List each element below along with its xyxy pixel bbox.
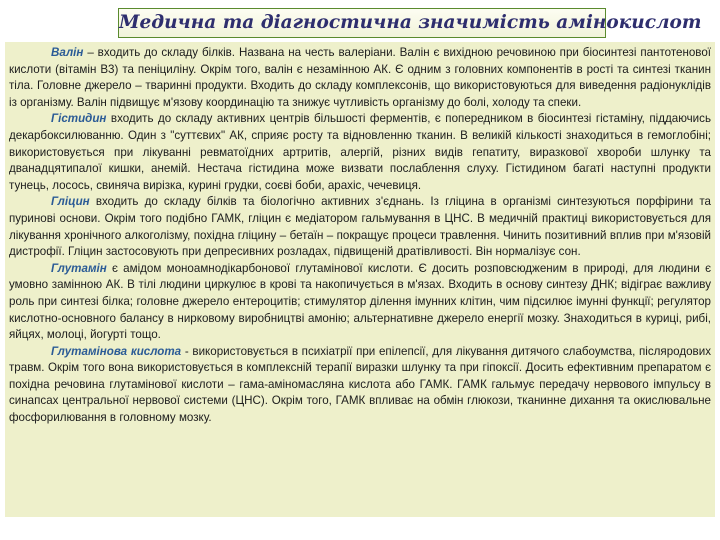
term-histidine: Гістидин — [51, 112, 107, 126]
paragraph-glycine-text: входить до складу білків та біологічно активних з'єднань. Із гліцина в організмі синтезуються порфірини та пуринові основи. Окрім того подібно ГАМК, гліцин є медіатором гальмування в ЦНС. В медичній практиці використовується для лікування хронічного алкоголізму, похідна гліцину – бетаїн – покращує процеси травлення. Чинить позитивний вплив при м'язовій дистрофії. Гліцин застосовують при депресивних розладах, підвищеній дратівливості. Він нормалізує сон. — [9, 195, 711, 259]
paragraph-valine-text: – входить до складу білків. Названа на честь валеріани. Валін є вихідною речовиною при біосинтезі пантотенової кислоти (вітамін В3) та пеніциліну. Окрім того, валін є незамінною АК. Є одним з головних компонентів в рості та синтезі тканин тіла. Головне джерело – тваринні продукти. Входить до складу комплексонів, що використовуються для виведення радіонуклідів із організму. Валін підвищує м'язову координацію та знижує чутливість організму до болі, холоду та спеки. — [9, 46, 711, 109]
paragraph-glutamic-acid — [9, 344, 711, 427]
content-box — [5, 42, 715, 517]
title-banner — [118, 8, 702, 38]
term-glutamic-acid: Глутамінова кислота — [51, 344, 182, 358]
term-glutamine: Глутамін — [51, 261, 107, 275]
paragraph-valine — [9, 45, 711, 111]
term-glycine: Гліцин — [51, 195, 90, 209]
paragraph-glutamine — [9, 261, 711, 344]
term-valine: Валін — [51, 46, 84, 59]
paragraph-histidine — [9, 111, 711, 194]
paragraph-histidine-text: входить до складу активних центрів більшості ферментів, є попередником в біосинтезі гістаміну, піддаючись декарбоксилюванню. Один з "суттєвих" АК, сприяє росту та відновленню тканин. В великій кількості знаходиться в гемоглобіні; використовується при лікуванні ревматоїдних артритів, алергій, різних видів гепатиту, виразкової хвороби шлунку та дванадцятипалої кишки, анемій. Нестача гістидина може визвати послаблення слуху. Гістидином багаті наступні продукти тунець, лосось, свиняча вирізка, курині грудки, соєві боби, арахіс, чечевиця. — [9, 112, 711, 192]
paragraph-glutamine-text: є амідом моноамнодікарбонової глутамінової кислоти. Є досить розповсюдженим в природі, для людини є умовно замінною АК. В тілі людини циркулює в крові та накопичується в м'язах. Входить в основу синтезу ДНК; відіграє важливу роль при синтезі білка; головне джерело ентероцитів; стимулятор ділення імунних клітин, чим підсилює імунні функції; регулятор кислотно-основного балансу в нирковому виробництві амонію; альтернативне джерело енергії мозку. Знаходиться в куриці, рибі, яйцях, молоці, йогурті тощо. — [9, 261, 711, 342]
slide-title: Медична та діагностична значимість амінокислот — [119, 12, 702, 33]
paragraph-glycine — [9, 194, 711, 260]
paragraph-glutamic-acid-text: - використовується в психіатрії при епілепсії, для лікування дитячого слабоумства, післяродових травм. Окрім того вона використовується в комплексній терапії виразки шлунку та при гіпоксії. Досить ефективним препаратом є похідна речовина глутамінової кислоти – гама-аміномасляна кислота або ГАМК. ГАМК гальмує передачу нервового імпульсу в синапсах центральної нервової системи (ЦНС). Окрім того, ГАМК впливає на обмін глюкози, тканинне дихання та окислювальне фосфорилювання в головному мозку. — [9, 344, 711, 425]
